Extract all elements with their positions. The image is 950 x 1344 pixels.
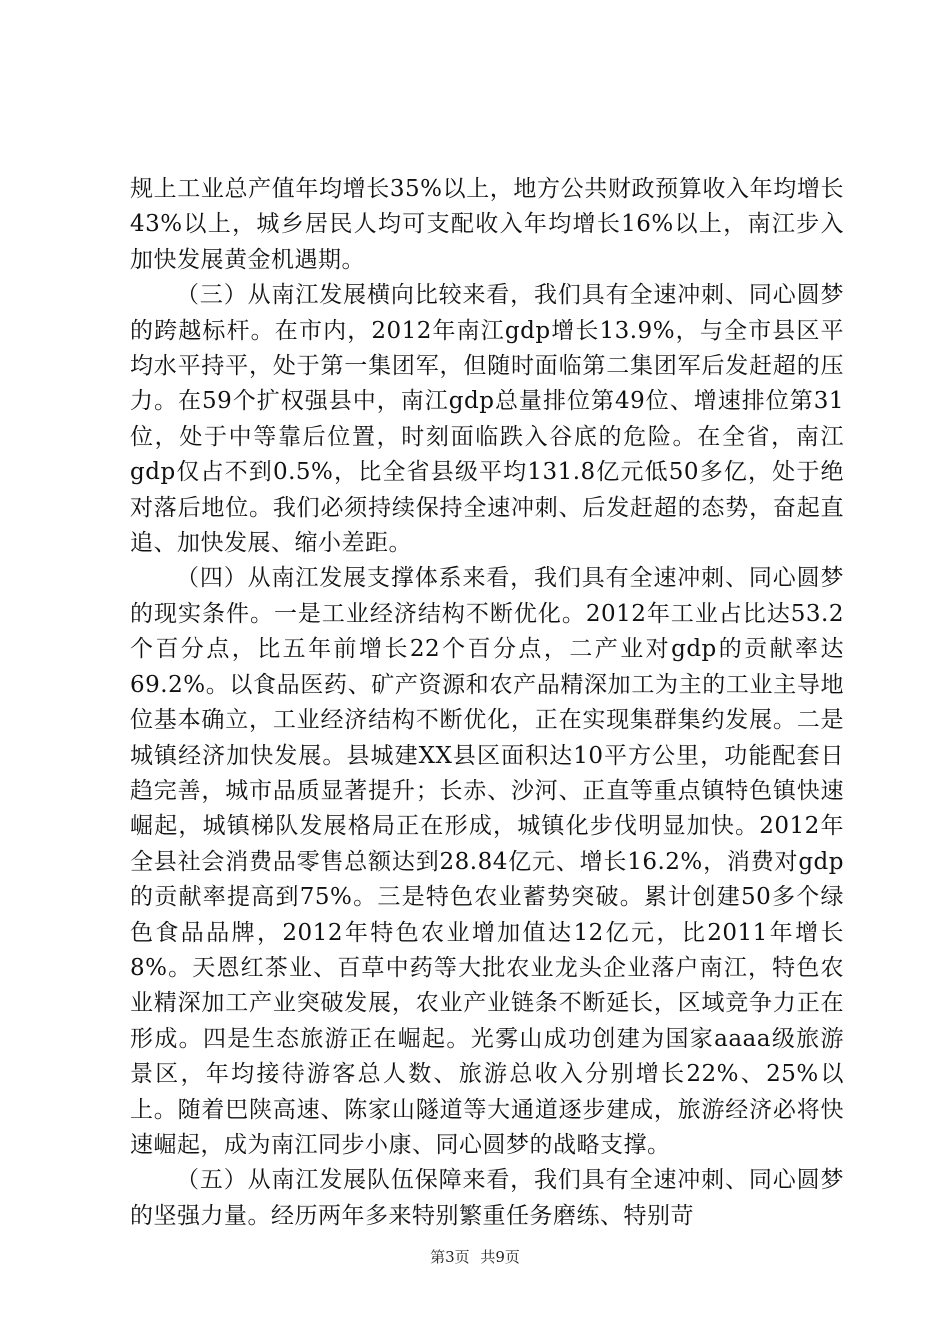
paragraph-3: （四）从南江发展支撑体系来看，我们具有全速冲刺、同心圆梦的现实条件。一是工业经济结构不断优化。2012年工业占比达53.2个百分点，比五年前增长22个百分点，二产业对gdp的贡献率达69.2%。以食品医药、矿产资源和农产品精深加工为主的工业主导地位基本确立，工业经济结构不断优化，正在实现集群集约发展。二是城镇经济加快发展。县城建XX县区面积达10平方公里，功能配套日趋完善，城市品质显著提升；长赤、沙河、正直等重点镇特色镇快速崛起，城镇梯队发展格局正在形成，城镇化步伐明显加快。2012年全县社会消费品零售总额达到28.84亿元、增长16.2%，消费对gdp的贡献率提高到75%。三是特色农业蓄势突破。累计创建50多个绿色食品品牌，2012年特色农业增加值达12亿元，比2011年增长8%。天恩红茶业、百草中药等大批农业龙头企业落户南江，特色农业精深加工产业突破发展，农业产业链条不断延长，区域竞争力正在形成。四是生态旅游正在崛起。光雾山成功创建为国家aaaa级旅游景区，年均接待游客总人数、旅游总收入分别增长22%、25%以上。随着巴陕高速、陈家山隧道等大通道逐步建成，旅游经济必将快速崛起，成为南江同步小康、同心圆梦的战略支撑。	[130, 565, 844, 1158]
paragraph-1: 规上工业总产值年均增长35%以上，地方公共财政预算收入年均增长43%以上，城乡居民人均可支配收入年均增长16%以上，南江步入加快发展黄金机遇期。	[130, 176, 844, 273]
page-total: 共9页	[480, 1248, 520, 1266]
paragraph-2: （三）从南江发展横向比较来看，我们具有全速冲刺、同心圆梦的跨越标杆。在市内，2012年南江gdp增长13.9%，与全市县区平均水平持平，处于第一集团军，但随时面临第二集团军后发赶超的压力。在59个扩权强县中，南江gdp总量排位第49位、增速排位第31位，处于中等靠后位置，时刻面临跌入谷底的危险。在全省，南江gdp仅占不到0.5%，比全省县级平均131.8亿元低50多亿，处于绝对落后地位。我们必须持续保持全速冲刺、后发赶超的态势，奋起直追、加快发展、缩小差距。	[130, 282, 844, 557]
paragraph-4: （五）从南江发展队伍保障来看，我们具有全速冲刺、同心圆梦的坚强力量。经历两年多来特别繁重任务磨练、特别苛	[130, 1167, 844, 1229]
document-body	[130, 172, 844, 1234]
page-footer	[0, 1246, 950, 1267]
page-number: 第3页	[430, 1248, 470, 1266]
